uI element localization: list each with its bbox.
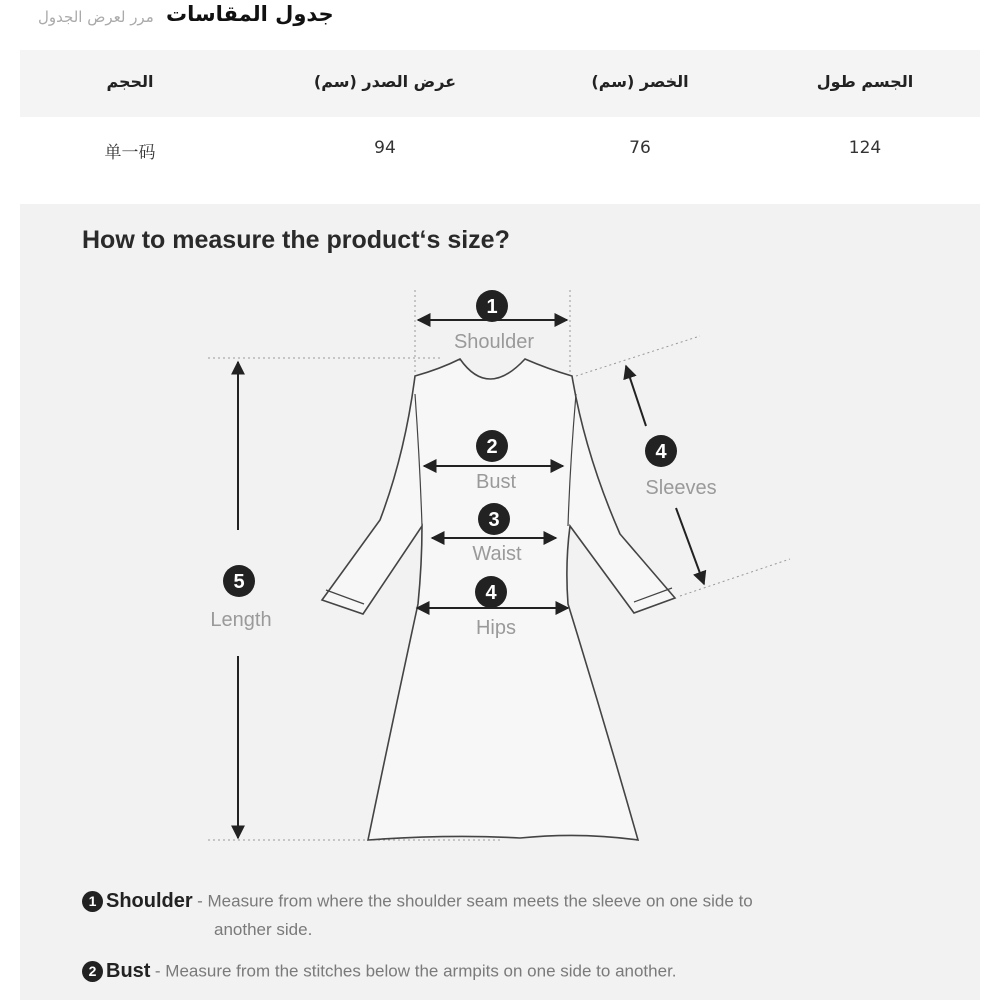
header-bust: (عرض الصدر (سم (313, 72, 457, 91)
sleeves-label: Sleeves (645, 477, 717, 499)
bust-number: 2 (486, 436, 498, 458)
sleeves-arrow-top (626, 366, 646, 426)
hips-number: 4 (485, 582, 497, 604)
length-number: 5 (233, 571, 245, 593)
cell-bust: 94 (374, 138, 396, 158)
waist-label: Waist (472, 543, 522, 565)
sleeves-badge (645, 435, 677, 467)
note-shoulder-desc-cont: another side. (214, 920, 313, 939)
cell-waist: 76 (629, 138, 651, 158)
hips-badge (475, 576, 507, 608)
note-shoulder-desc: - Measure from where the shoulder seam meets the sleeve on one side to (197, 891, 753, 911)
note-bust-term: Bust (106, 960, 151, 982)
bust-label: Bust (475, 471, 517, 493)
header-waist: (الخصر (سم (591, 72, 689, 91)
page-header (0, 0, 1000, 44)
note-shoulder-term: Shoulder (106, 890, 193, 912)
waist-number: 3 (488, 509, 500, 531)
sleeves-number: 4 (655, 441, 667, 463)
waist-badge (478, 503, 510, 535)
measure-guide-title: How to measure the product‘s size? (82, 226, 510, 254)
hips-label: Hips (475, 617, 517, 639)
page-title: جدول المقاسات (166, 2, 334, 26)
header-size: الحجم (106, 72, 154, 91)
bust-badge (476, 430, 508, 462)
cell-length: 124 (848, 138, 882, 158)
shoulder-label: Shoulder (453, 331, 535, 353)
scroll-hint: مرر لعرض الجدول (38, 8, 154, 26)
note-shoulder-number: 1 (82, 891, 103, 912)
dress-measure-diagram (20, 204, 980, 1000)
length-label: Length (210, 609, 272, 631)
shoulder-number: 1 (486, 296, 498, 318)
note-shoulder (82, 890, 962, 942)
note-bust-number: 2 (82, 961, 103, 982)
sleeves-arrow-bottom (676, 508, 704, 584)
length-badge (223, 565, 255, 597)
size-table[interactable] (20, 50, 980, 182)
cell-size: 单一码 (104, 143, 156, 163)
note-bust (82, 960, 962, 990)
note-bust-desc: - Measure from the stitches below the armpits on one side to another. (154, 961, 677, 981)
header-length: الجسم طول (816, 72, 914, 91)
measure-guide-panel (20, 204, 980, 1000)
shoulder-badge (476, 290, 508, 322)
